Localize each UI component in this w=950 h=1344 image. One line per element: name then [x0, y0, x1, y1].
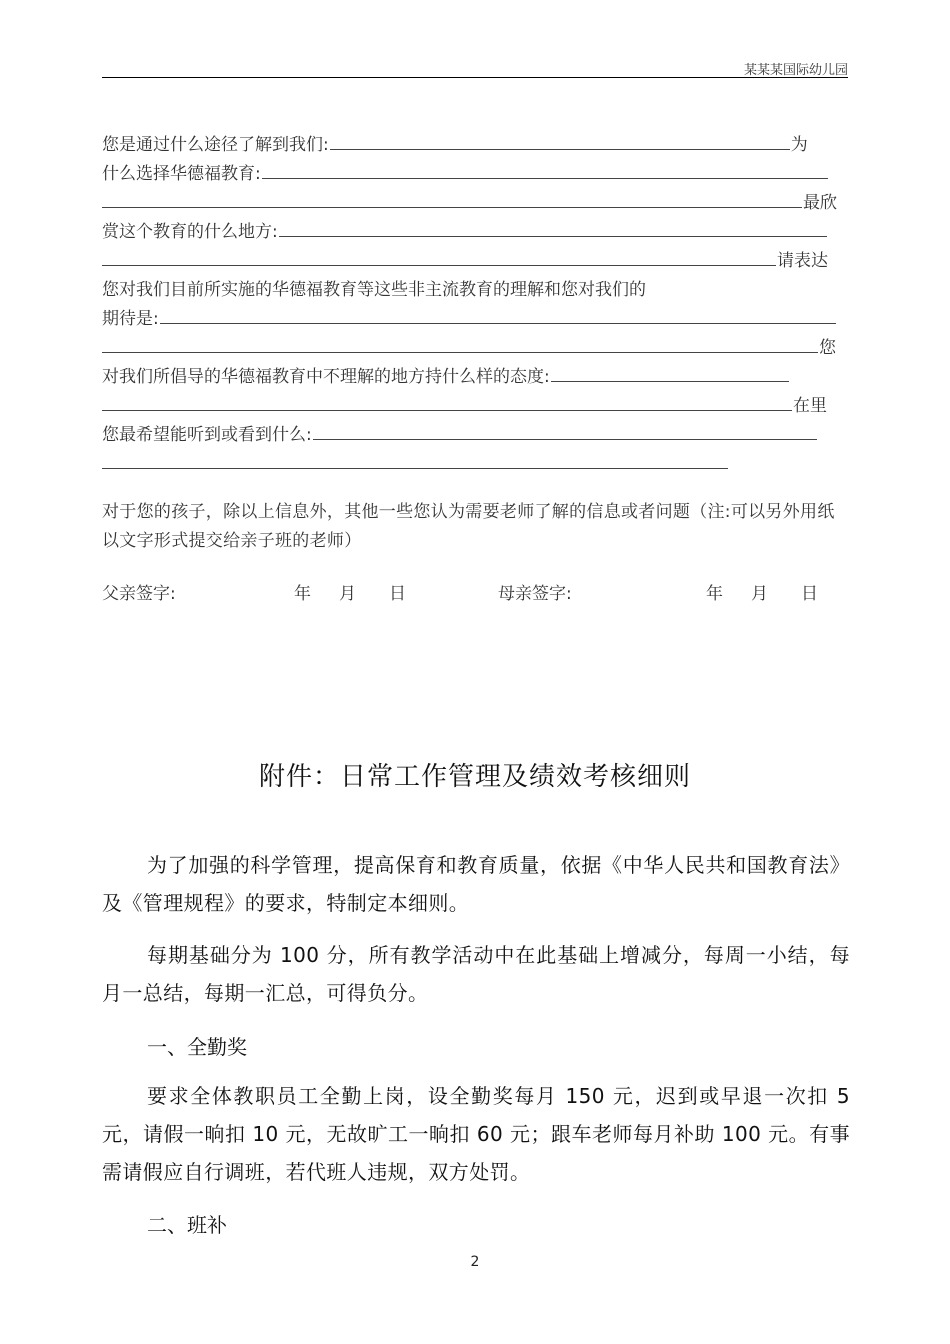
attendance-rules-paragraph: 要求全体教职员工全勤上岗，设全勤奖每月 150 元，迟到或早退一次扣 5 元，请假一晌扣 10 元，无故旷工一晌扣 60 元；跟车老师每月补助 100 元。有事需请假应自行调班，若代班人违规，双方处罚。 — [102, 1084, 850, 1184]
question-appreciate-tail: 请表达 — [777, 251, 828, 271]
form-line-7 — [102, 307, 837, 331]
answer-blank[interactable] — [279, 220, 827, 237]
form-line-12 — [102, 452, 729, 476]
form-line-9 — [102, 365, 790, 389]
form-line-1 — [102, 133, 808, 157]
answer-blank[interactable] — [102, 452, 728, 469]
mother-month-label: 月 — [751, 584, 768, 604]
form-line-11 — [102, 423, 818, 447]
additional-info-note: 对于您的孩子，除以上信息外，其他一些您认为需要老师了解的信息或者问题（注:可以另外用纸以文字形式提交给亲子班的老师） — [102, 502, 835, 551]
question-expectation-tail: 您 — [819, 338, 836, 358]
mother-signature-label: 母亲签字: — [498, 584, 572, 604]
header-school-name: 某某某国际幼儿园 — [743, 63, 848, 78]
form-line-8 — [102, 336, 836, 360]
form-line-5 — [102, 249, 828, 273]
answer-blank[interactable] — [102, 249, 776, 266]
form-line-4 — [102, 220, 828, 244]
section-class-subsidy-heading: 二、班补 — [147, 1213, 227, 1237]
answer-blank[interactable] — [330, 133, 790, 150]
question-understanding-label: 您对我们目前所实施的华德福教育等这些非主流教育的理解和您对我们的 — [102, 280, 646, 300]
mother-year-label: 年 — [706, 584, 723, 604]
question-attitude-label: 对我们所倡导的华德福教育中不理解的地方持什么样的态度: — [102, 367, 550, 387]
header-divider — [102, 77, 848, 78]
question-expectation-label: 期待是: — [102, 309, 159, 329]
answer-blank[interactable] — [102, 336, 818, 353]
father-year-label: 年 — [294, 584, 311, 604]
appendix-title: 附件：日常工作管理及绩效考核细则 — [258, 762, 691, 792]
question-source-tail: 为 — [790, 135, 808, 155]
form-line-6 — [102, 278, 646, 302]
answer-blank[interactable] — [102, 191, 802, 208]
question-source-label: 您是通过什么途径了解到我们: — [102, 135, 329, 155]
father-month-label: 月 — [339, 584, 356, 604]
base-score-paragraph: 每期基础分为 100 分，所有教学活动中在此基础上增减分，每周一小结，每月一总结，每期一汇总，可得负分。 — [102, 943, 850, 1005]
question-hope-label: 您最希望能听到或看到什么: — [102, 425, 312, 445]
question-attitude-tail: 在里 — [793, 396, 827, 416]
form-line-3 — [102, 191, 837, 215]
answer-blank[interactable] — [102, 394, 792, 411]
section-attendance-heading: 一、全勤奖 — [147, 1035, 247, 1059]
question-why-tail: 最欣 — [803, 193, 837, 213]
father-day-label: 日 — [389, 584, 406, 604]
answer-blank[interactable] — [262, 162, 828, 179]
question-why-label: 什么选择华德福教育: — [102, 164, 261, 184]
form-line-2 — [102, 162, 829, 186]
mother-day-label: 日 — [801, 584, 818, 604]
answer-blank[interactable] — [551, 365, 789, 382]
form-line-10 — [102, 394, 827, 418]
father-signature-label: 父亲签字: — [102, 584, 176, 604]
appendix-intro-paragraph: 为了加强的科学管理，提高保育和教育质量，依据《中华人民共和国教育法》及《管理规程》的要求，特制定本细则。 — [102, 853, 850, 915]
question-appreciate-label: 赏这个教育的什么地方: — [102, 222, 278, 242]
page-number: 2 — [470, 1254, 480, 1270]
answer-blank[interactable] — [160, 307, 836, 324]
answer-blank[interactable] — [313, 423, 817, 440]
